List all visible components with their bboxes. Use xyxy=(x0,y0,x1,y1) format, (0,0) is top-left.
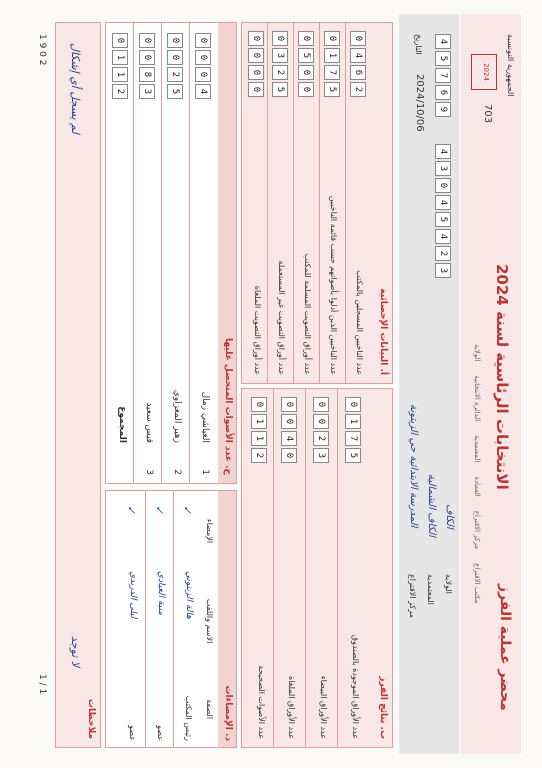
delegation-value: الكاف الشمالية xyxy=(426,474,437,537)
section-a-title: أ. البيانات الإحصائية xyxy=(378,288,388,375)
election-seal: 2024 xyxy=(471,54,497,90)
republic-text: الجمهورية التونسية xyxy=(506,34,515,97)
governorate-value: الكاف xyxy=(444,504,455,529)
section-b xyxy=(241,388,393,748)
section-d xyxy=(105,490,237,748)
office-code: 4 3 0 4 5 4 2 3 xyxy=(435,144,451,278)
section-c-title: ج. عدد الأصوات المتحصل عليها xyxy=(223,337,233,475)
page-marker: 1 / 1 xyxy=(37,674,47,695)
main-heading: الانتخابات الرئاسية لسنة 2024 xyxy=(493,264,511,490)
section-b-row: عدد الأوراق البيضاء 0 0 2 3 xyxy=(305,389,336,747)
section-a-row: عدد أوراق التصويت غير المستعملة 0 3 2 5 xyxy=(267,23,292,383)
members-header: الإمضاء الاسم واللقب الصفة xyxy=(205,518,214,720)
observations-box xyxy=(55,22,101,748)
section-b-row: عدد الأصوات الصحيحة 0 1 1 2 xyxy=(244,389,274,747)
section-b-row: عدد الأوراق الموجودة بالصندوق 0 1 7 5 xyxy=(337,389,368,747)
section-a-row: عدد الناخبين المسجلين بالمكتب 0 4 6 2 xyxy=(345,23,370,383)
section-c xyxy=(105,22,237,484)
observations-label: ملاحظات xyxy=(86,698,96,739)
member-row: ✓ هالة الزيتوني رئيس المكتب xyxy=(173,491,200,747)
candidate-row: 2 زهير المغزاوي 0 0 2 5 xyxy=(161,23,188,483)
section-b-row: عدد الأوراق الملغاة 0 0 4 0 xyxy=(273,389,304,747)
top-labels: الولاية الدائرة الانتخابية المعتمدية العمادة مركز الاقتراع مكتب الاقتراع xyxy=(473,344,481,604)
location-band xyxy=(399,14,459,754)
observations-text: لا توجد xyxy=(69,635,82,667)
section-a xyxy=(241,22,393,384)
form-code: 703 xyxy=(482,104,493,124)
section-a-row: عدد الناخبين الذين أدلوا بأصواتهم حسب قائمة الناخبين 0 1 7 5 xyxy=(319,23,344,383)
section-b-title: ب. نتائج الفرز xyxy=(378,676,388,739)
member-row: ✓ منية العيادي عضو xyxy=(145,491,172,747)
governorate-label: الولاية xyxy=(444,574,453,594)
center-code: 4 5 7 6 9 xyxy=(435,34,451,117)
page-title: محضر عملية الفرز xyxy=(497,584,513,711)
center-value: المدرسة الابتدائية حي الزيتونة xyxy=(408,404,419,528)
date-label: التاريخ xyxy=(414,34,423,55)
candidate-row: 1 العياشي زمال 0 0 0 4 xyxy=(189,23,216,483)
serial-number: 1 9 0 2 xyxy=(37,34,47,66)
center-label: مركز الاقتراع xyxy=(408,574,417,618)
candidate-row: 3 قيس سعيد 0 0 8 3 xyxy=(133,23,160,483)
section-d-title: د. الإمضاءات xyxy=(223,685,233,741)
rotated-form xyxy=(21,14,521,754)
handwritten-note: لم يسجل أي إشكال xyxy=(69,43,82,134)
total-row: المجموع 0 1 1 2 xyxy=(108,23,132,483)
section-a-row: عدد أوراق التصويت المسلمة للمكتب 0 5 0 0 xyxy=(293,23,318,383)
date-value: 2024/10/06 xyxy=(414,74,425,132)
section-a-row: عدد أوراق التصويت الملغاة 0 0 0 0 xyxy=(244,23,268,383)
member-row: ✓ ليلى الدريدي عضو xyxy=(125,505,138,741)
delegation-label: المعتمدية xyxy=(426,574,435,605)
